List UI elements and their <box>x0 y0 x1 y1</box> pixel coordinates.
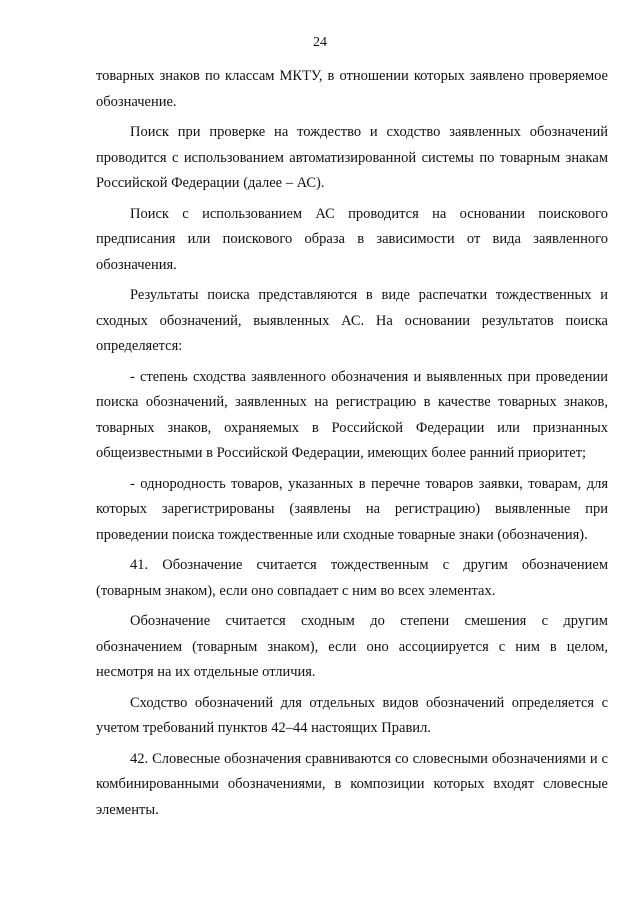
paragraph-41-identical: 41. Обозначение считается тождественным с другим обозначением (товарным знаком), если оно совпадает с ним во всех элементах. <box>96 557 608 599</box>
paragraph-search-basis: Поиск с использованием АС проводится на основании поискового предписания или поискового образа в зависимости от вида заявленного обозначения. <box>96 205 608 273</box>
document-body <box>96 64 608 823</box>
paragraph-search-method: Поиск при проверке на тождество и сходство заявленных обозначений проводится с использованием автоматизированной системы по товарным знакам Российской Федерации (далее – АС). <box>96 124 608 191</box>
paragraph-list-item-homogeneity: - однородность товаров, указанных в перечне товаров заявки, товарам, для которых зарегистрированы (заявлены на регистрацию) выявленные при проведении поиска тождественные или сходные товарные знаки (обозначения). <box>96 475 608 543</box>
paragraph-search-results: Результаты поиска представляются в виде распечатки тождественных и сходных обозначений, выявленных АС. На основании результатов поиска определяется: <box>96 287 608 354</box>
paragraph-42-word-marks: 42. Словесные обозначения сравниваются со словесными обозначениями и с комбинированными обозначениями, в композиции которых входят словесные элементы. <box>96 750 608 818</box>
paragraph-continuation: товарных знаков по классам МКТУ, в отношении которых заявлено проверяемое обозначение. <box>96 68 608 110</box>
paragraph-list-item-similarity: - степень сходства заявленного обозначения и выявленных при проведении поиска обозначений, заявленных на регистрацию в качестве товарных знаков, товарных знаков, охраняемых в Российской Федерации или признанных общеизвестными в Российской Федерации, имеющих более ранний приоритет; <box>96 368 608 461</box>
paragraph-similar-confusion: Обозначение считается сходным до степени смешения с другим обозначением (товарным знаком), если оно ассоциируется с ним в целом, несмотря на их отдельные отличия. <box>96 613 608 680</box>
paragraph-similarity-rules: Сходство обозначений для отдельных видов обозначений определяется с учетом требований пунктов 42–44 настоящих Правил. <box>96 694 608 736</box>
page-number: 24 <box>313 35 327 50</box>
